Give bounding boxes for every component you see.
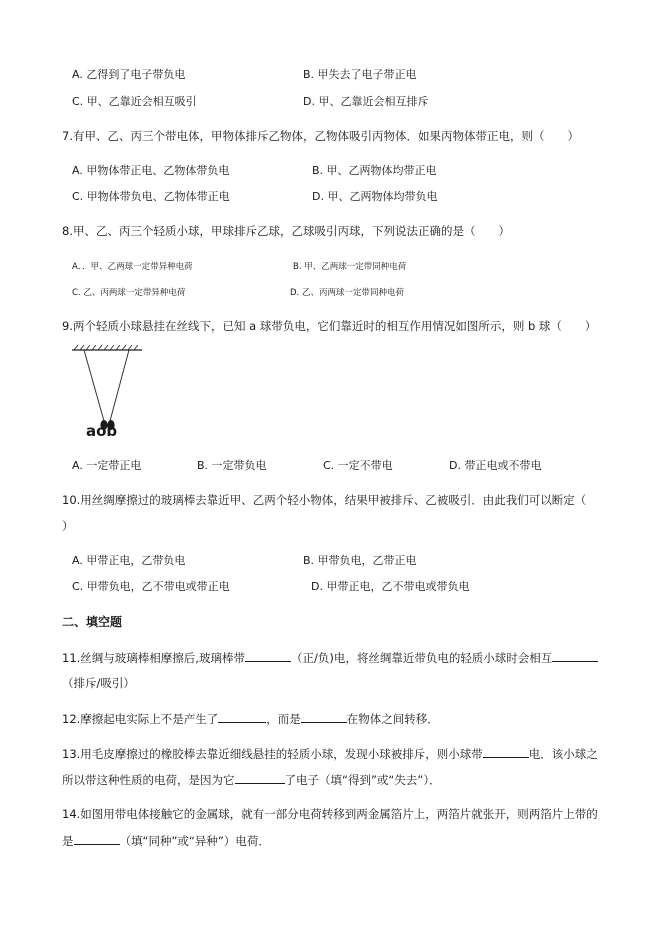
q12-text-2: ，而是 (266, 712, 301, 726)
q12-blank-1[interactable] (218, 710, 266, 723)
q13-line2 (62, 771, 441, 788)
q7-stem: 7.有甲、乙、丙三个带电体，甲物体排斥乙物体，乙物体吸引丙物体．如果丙物体带正电，则（ ） (62, 129, 579, 143)
q13-blank-1[interactable] (483, 745, 529, 758)
q7-option-d[interactable]: D. 甲、乙两物体均带负电 (312, 190, 438, 203)
q12-line (62, 710, 439, 727)
q13-text-3: 所以带这种性质的电荷，是因为它 (62, 773, 235, 787)
q8-option-a[interactable]: A．．甲、乙两球一定带异种电荷 (72, 262, 193, 272)
q10-option-b[interactable]: B. 甲带负电，乙带正电 (303, 554, 417, 567)
q9-option-c[interactable]: C. 一定不带电 (323, 459, 393, 472)
q11-blank-1[interactable] (245, 649, 291, 662)
q10-option-d[interactable]: D. 甲带正电，乙不带电或带负电 (311, 580, 470, 593)
q9-option-d[interactable]: D. 带正电或不带电 (449, 459, 542, 472)
q11-blank-2[interactable] (552, 649, 598, 662)
q8-option-b[interactable]: B. 甲、乙两球一定带同种电荷 (293, 262, 407, 272)
q10-stem-line1: 10.用丝绸摩擦过的玻璃棒去靠近甲、乙两个轻小物体，结果甲被排斥、乙被吸引．由此我们可以断定（ (62, 493, 587, 507)
q10-option-a[interactable]: A. 甲带正电，乙带负电 (72, 554, 186, 567)
q11-line1 (62, 649, 598, 666)
figure-label: aob (86, 422, 118, 440)
q10-option-c[interactable]: C. 甲带负电，乙不带电或带正电 (72, 580, 230, 593)
q11-text-3: （排斥/吸引） (62, 676, 135, 690)
q14-line1: 14.如图用带电体接触它的金属球，就有一部分电荷转移到两金属箔片上，两箔片就张开，则两箔片上带的 (62, 807, 598, 821)
q8-option-c[interactable]: C. 乙、丙两球一定带异种电荷 (72, 288, 186, 298)
q7-option-a[interactable]: A. 甲物体带正电、乙物体带负电 (72, 164, 230, 177)
q6-option-a[interactable]: A. 乙得到了电子带负电 (72, 68, 186, 81)
q9-stem: 9.两个轻质小球悬挂在丝线下，已知 a 球带负电，它们靠近时的相互作用情况如图所示，则 b 球（ ） (62, 319, 597, 333)
q14-line2 (62, 832, 270, 849)
q8-option-d[interactable]: D. 乙、丙两球一定带同种电荷 (290, 288, 404, 298)
q13-blank-2[interactable] (235, 771, 285, 784)
q14-blank[interactable] (74, 832, 120, 845)
q13-text-1: 13.用毛皮摩擦过的橡胶棒去靠近细线悬挂的轻质小球，发现小球被排斥，则小球带 (62, 747, 483, 761)
q12-blank-2[interactable] (301, 710, 347, 723)
q9-option-a[interactable]: A. 一定带正电 (72, 459, 142, 472)
q12-text-1: 12.摩擦起电实际上不是产生了 (62, 712, 219, 726)
q7-option-b[interactable]: B. 甲、乙两物体均带正电 (312, 164, 437, 177)
q14-text-3: （填“同种”或“异种”）电荷． (119, 834, 270, 848)
q13-text-2: 电．该小球之 (528, 747, 598, 761)
q10-stem-line2: ） (62, 519, 74, 533)
q12-text-3: 在物体之间转移． (346, 712, 439, 726)
q7-option-c[interactable]: C. 甲物体带负电、乙物体带正电 (72, 190, 230, 203)
q6-option-b[interactable]: B. 甲失去了电子带正电 (303, 68, 417, 81)
q6-option-c[interactable]: C. 甲、乙靠近会相互吸引 (72, 95, 197, 108)
q9-option-b[interactable]: B. 一定带负电 (197, 459, 267, 472)
q6-option-d[interactable]: D. 甲、乙靠近会相互排斥 (303, 95, 429, 108)
q11-text-2: （正/负)电，将丝绸靠近带负电的轻质小球时会相互 (290, 651, 553, 665)
q13-line1 (62, 745, 598, 762)
q14-text-2: 是 (62, 834, 74, 848)
hanging-balls-figure (72, 345, 152, 440)
section-title: 二、填空题 (62, 615, 123, 629)
q8-stem: 8.甲、乙、丙三个轻质小球，甲球排斥乙球，乙球吸引丙球，下列说法正确的是（ ） (62, 224, 510, 238)
q13-text-4: 了电子（填“得到”或“失去”）． (284, 773, 441, 787)
q11-text-1: 11.丝绸与玻璃棒相摩擦后,玻璃棒带 (62, 651, 245, 665)
